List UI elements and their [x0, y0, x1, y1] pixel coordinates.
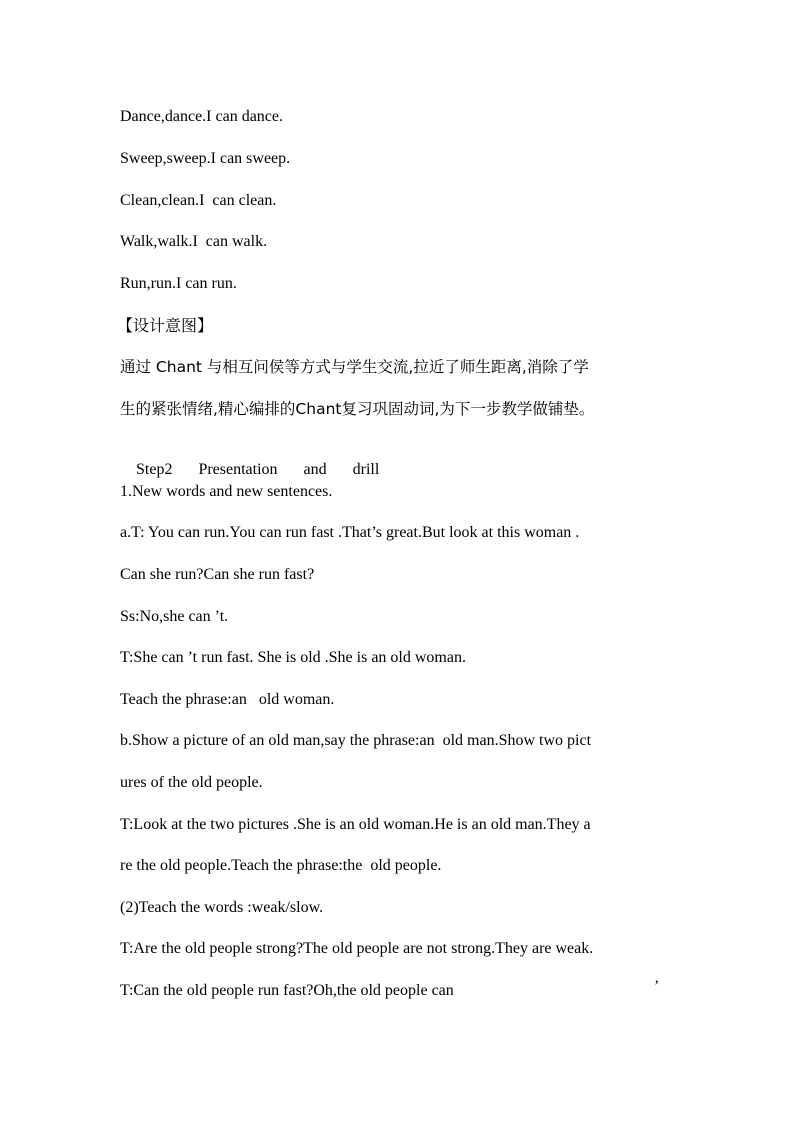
step2-part: Step2 — [136, 461, 173, 478]
body-line: T:Look at the two pictures .She is an old woman.He is an old man.They a — [120, 816, 591, 833]
body-line: ures of the old people. — [120, 774, 263, 791]
design-text-line: 生的紧张情绪,精心编排的Chant复习巩固动词,为下一步教学做铺垫。 — [120, 400, 595, 418]
body-line: Can she run?Can she run fast? — [120, 566, 315, 583]
body-line: re the old people.Teach the phrase:the old people. — [120, 857, 442, 874]
body-line: T:Are the old people strong?The old people are not strong.They are weak. — [120, 940, 594, 957]
step2-part: and — [303, 461, 327, 478]
body-line: Teach the phrase:an old woman. — [120, 691, 335, 708]
body-line: T:Can the old people run fast?Oh,the old people can — [120, 982, 454, 999]
body-line: a.T: You can run.You can run fast .That’s great.But look at this woman . — [120, 524, 580, 541]
step2-part: drill — [352, 461, 380, 478]
chant-line: Dance,dance.I can dance. — [120, 108, 283, 125]
chant-line: Walk,walk.I can walk. — [120, 233, 268, 250]
body-line: Ss:No,she can ’t. — [120, 608, 229, 625]
design-heading: 【设计意图】 — [117, 316, 214, 335]
stray-apostrophe: ’ — [654, 978, 660, 995]
chant-line: Clean,clean.I can clean. — [120, 192, 277, 209]
design-text-line: 通过 Chant 与相互问侯等方式与学生交流,拉近了师生距离,消除了学 — [120, 358, 589, 376]
body-line: (2)Teach the words :weak/slow. — [120, 899, 324, 916]
step2-part: Presentation — [198, 461, 278, 478]
chant-line: Run,run.I can run. — [120, 275, 237, 292]
body-line: T:She can ’t run fast. She is old .She is an old woman. — [120, 649, 466, 666]
body-line: 1.New words and new sentences. — [120, 483, 333, 500]
chant-line: Sweep,sweep.I can sweep. — [120, 150, 291, 167]
body-line: b.Show a picture of an old man,say the phrase:an old man.Show two pict — [120, 732, 592, 749]
